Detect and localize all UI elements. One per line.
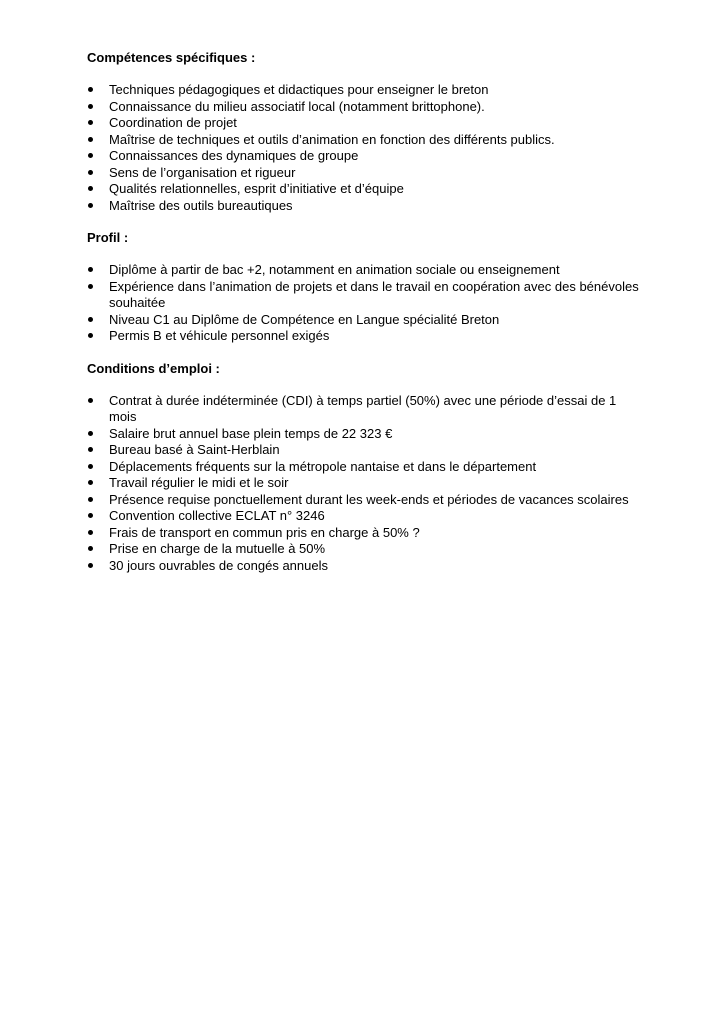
- bullet-icon: [88, 186, 93, 191]
- list-item: [87, 393, 647, 426]
- list-item-text: Coordination de projet: [109, 115, 237, 130]
- list-item: [87, 525, 647, 542]
- list-item: [87, 115, 647, 132]
- section-conditions: [87, 361, 647, 575]
- bullet-icon: [88, 170, 93, 175]
- list-item-text: Connaissances des dynamiques de groupe: [109, 148, 359, 163]
- list-item: [87, 132, 647, 149]
- list-item: [87, 99, 647, 116]
- list-item: [87, 82, 647, 99]
- list-item-text: Connaissance du milieu associatif local (notamment brittophone).: [109, 98, 485, 114]
- list-item-text: Maîtrise des outils bureautiques: [109, 197, 293, 213]
- bullet-icon: [88, 464, 93, 469]
- list-item: [87, 475, 647, 492]
- bullet-list: [87, 82, 647, 214]
- list-item-text: Prise en charge de la mutuelle à 50%: [109, 541, 326, 556]
- bullet-icon: [88, 153, 93, 158]
- list-item: [87, 426, 647, 443]
- list-item: [87, 181, 647, 198]
- bullet-icon: [88, 284, 93, 289]
- bullet-icon: [88, 431, 93, 436]
- bullet-icon: [88, 104, 93, 109]
- list-item-text: Expérience dans l’animation de projets et dans le travail en coopération avec des bénévoles souhaitée: [109, 278, 639, 310]
- bullet-list: [87, 262, 647, 345]
- list-item-text: Frais de transport en commun pris en charge à 50% ?: [109, 524, 420, 540]
- section-title: Compétences spécifiques :: [87, 50, 256, 65]
- list-item-text: Déplacements fréquents sur la métropole nantaise et dans le département: [109, 458, 537, 474]
- bullet-icon: [88, 497, 93, 502]
- list-item-text: Permis B et véhicule personnel exigés: [109, 328, 330, 343]
- list-item-text: Présence requise ponctuellement durant les week-ends et périodes de vacances scolaires: [109, 491, 629, 507]
- bullet-icon: [88, 333, 93, 338]
- bullet-list: [87, 393, 647, 575]
- list-item: [87, 459, 647, 476]
- list-item-text: Qualités relationnelles, esprit d’initiative et d’équipe: [109, 181, 404, 196]
- bullet-icon: [88, 87, 93, 92]
- bullet-icon: [88, 447, 93, 452]
- list-item: [87, 558, 647, 575]
- bullet-icon: [88, 137, 93, 142]
- list-item-text: Maîtrise de techniques et outils d’animation en fonction des différents publics.: [109, 131, 555, 147]
- bullet-icon: [88, 480, 93, 485]
- bullet-icon: [88, 317, 93, 322]
- list-item-text: Sens de l’organisation et rigueur: [109, 164, 296, 180]
- list-item-text: 30 jours ouvrables de congés annuels: [109, 557, 328, 573]
- document-page: [87, 50, 647, 590]
- list-item-text: Diplôme à partir de bac +2, notamment en animation sociale ou enseignement: [109, 262, 560, 277]
- bullet-icon: [88, 513, 93, 518]
- list-item: [87, 262, 647, 279]
- section-title: Conditions d’emploi :: [87, 360, 220, 376]
- list-item-text: Convention collective ECLAT n° 3246: [109, 508, 325, 523]
- bullet-icon: [88, 203, 93, 208]
- bullet-icon: [88, 398, 93, 403]
- list-item-text: Salaire brut annuel base plein temps de 22 323 €: [109, 425, 393, 441]
- list-item: [87, 148, 647, 165]
- bullet-icon: [88, 546, 93, 551]
- list-item: [87, 312, 647, 329]
- list-item-text: Travail régulier le midi et le soir: [109, 475, 289, 490]
- list-item: [87, 492, 647, 509]
- list-item: [87, 508, 647, 525]
- list-item: [87, 328, 647, 345]
- section-competences: [87, 50, 647, 214]
- bullet-icon: [88, 267, 93, 272]
- list-item: [87, 442, 647, 459]
- list-item: [87, 165, 647, 182]
- list-item: [87, 198, 647, 215]
- list-item: [87, 279, 647, 312]
- section-profil: [87, 230, 647, 345]
- section-title: Profil :: [87, 230, 129, 245]
- bullet-icon: [88, 563, 93, 568]
- list-item-text: Niveau C1 au Diplôme de Compétence en Langue spécialité Breton: [109, 311, 500, 327]
- list-item-text: Bureau basé à Saint-Herblain: [109, 442, 280, 457]
- bullet-icon: [88, 120, 93, 125]
- list-item-text: Techniques pédagogiques et didactiques pour enseigner le breton: [109, 82, 489, 97]
- bullet-icon: [88, 530, 93, 535]
- list-item: [87, 541, 647, 558]
- list-item-text: Contrat à durée indéterminée (CDI) à temps partiel (50%) avec une période d’essai de 1 mois: [109, 392, 617, 424]
